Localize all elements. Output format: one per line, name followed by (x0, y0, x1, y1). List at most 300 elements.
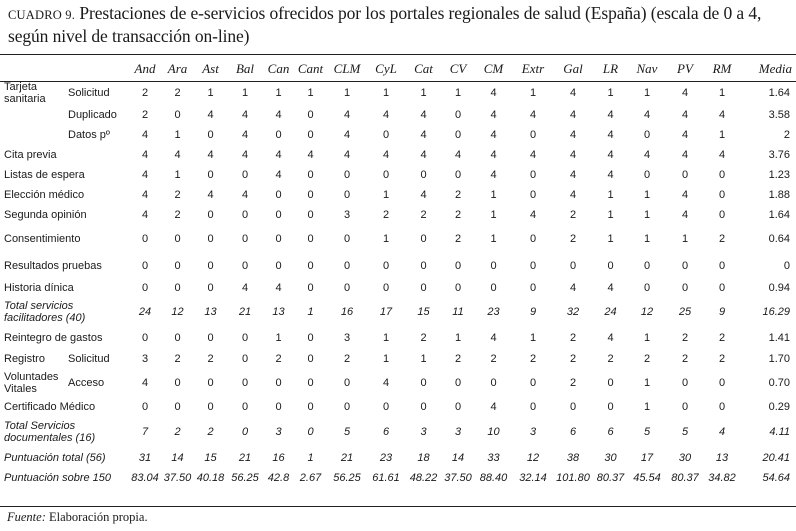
table-cell: 2 (569, 332, 577, 344)
row-label-text: Registro (4, 353, 45, 365)
table-cell: 1 (275, 87, 282, 99)
table-cell: 3 (454, 426, 462, 438)
row-sublabel: Solicitud (68, 87, 110, 99)
column-header: CyL (375, 61, 397, 76)
table-cell: 40.18 (196, 472, 225, 484)
table-cell: 0 (307, 353, 314, 365)
table-cell: 4 (607, 169, 614, 181)
table-cell: 7 (141, 426, 149, 438)
table-cell: 1 (490, 233, 497, 245)
row-label-text: Total servicios facilitadores (40) (4, 300, 86, 324)
table-cell: 1 (607, 87, 614, 99)
table-cell: 0 (718, 169, 726, 181)
table-cell: 2 (454, 189, 462, 201)
table-cell: 2 (681, 353, 689, 365)
row-label-text: Certificado Médico (4, 401, 96, 413)
table-cell: 3 (275, 426, 282, 438)
table-cell: 0 (241, 260, 249, 272)
table-cell: 0 (241, 332, 249, 344)
table-cell: 1 (382, 189, 390, 201)
table-cell: 1 (718, 87, 726, 99)
table-cell: 2.67 (299, 472, 322, 484)
table-cell: 4 (569, 129, 577, 141)
column-header: RM (712, 61, 732, 76)
table-cell: 12 (526, 452, 540, 464)
table-cell: 2 (174, 189, 181, 201)
table-cell: 4 (207, 109, 214, 121)
table-cell: 4 (343, 149, 351, 161)
table-cell: 4 (307, 149, 314, 161)
table-cell: 0 (307, 282, 314, 294)
table-cell: 2 (207, 353, 214, 365)
table-cell: 4 (275, 109, 282, 121)
table-cell: 30 (604, 452, 617, 464)
column-header: Nav (636, 61, 658, 76)
table-cell: 2 (454, 233, 462, 245)
table-cell: 4 (275, 282, 282, 294)
row-label (2, 417, 129, 447)
table-cell: 1 (420, 353, 427, 365)
row-label-text: Puntuación total (56) (4, 452, 106, 464)
table-cell: 1 (275, 332, 282, 344)
table-cell: 0 (307, 189, 314, 201)
table-cell: 1 (607, 233, 614, 245)
row-label (2, 105, 68, 125)
table-row (2, 225, 794, 253)
table-cell: 4 (382, 377, 390, 389)
table-cell: 0.64 (768, 233, 790, 245)
table-cell: 0 (569, 260, 577, 272)
table-cell: 4 (718, 109, 726, 121)
table-cell: 1.88 (768, 189, 790, 201)
table-cell: 24 (604, 306, 617, 318)
table-cell: 0 (681, 282, 689, 294)
table-cell: 0 (275, 189, 282, 201)
table-cell: 4 (569, 87, 577, 99)
table-cell: 6 (607, 426, 614, 438)
table-cell: 0 (307, 109, 314, 121)
table-cell: 0 (529, 233, 537, 245)
table-cell: 4 (569, 169, 577, 181)
table-cell: 2 (607, 353, 614, 365)
table-cell: 4 (607, 149, 614, 161)
column-header: CLM (333, 61, 361, 76)
table-cell: 0 (382, 260, 390, 272)
table-row (2, 349, 794, 369)
table-row (2, 397, 794, 417)
table-cell: 34.82 (708, 472, 736, 484)
table-cell: 4 (241, 129, 249, 141)
row-label (2, 185, 129, 205)
table-cell: 0 (643, 129, 651, 141)
table-cell: 4 (343, 129, 351, 141)
table-cell: 0 (343, 377, 351, 389)
table-row (2, 369, 794, 397)
table-cell: 3 (420, 426, 427, 438)
table-cell: 1 (307, 306, 314, 318)
row-label (2, 81, 68, 105)
table-cell: 0 (307, 169, 314, 181)
row-label-text: Puntuación sobre 150 (4, 472, 112, 484)
table-cell: 14 (451, 452, 465, 464)
table-cell: 61.61 (372, 472, 400, 484)
table-cell: 1 (490, 189, 497, 201)
row-label (2, 297, 129, 327)
table-cell: 23 (487, 306, 500, 318)
table-cell: 3 (343, 209, 351, 221)
table-cell: 1 (420, 87, 427, 99)
table-cell: 0 (141, 401, 149, 413)
table-cell: 1 (643, 332, 651, 344)
table-cell: 0 (307, 401, 314, 413)
table-cell: 0 (343, 260, 351, 272)
table-cell: 0 (718, 209, 726, 221)
table-cell: 0 (207, 377, 214, 389)
table-cell: 1 (643, 189, 651, 201)
table-cell: 2 (141, 87, 149, 99)
table-cell: 0 (681, 401, 689, 413)
row-label-text: Tarjeta sanitaria (4, 81, 46, 105)
table-cell: 1.23 (768, 169, 790, 181)
table-cell: 1 (607, 189, 614, 201)
table-cell: 25 (678, 306, 692, 318)
table-cell: 4 (241, 109, 249, 121)
table-cell: 0 (718, 282, 726, 294)
table-cell: 4 (529, 209, 537, 221)
table-cell: 1 (343, 87, 351, 99)
table-cell: 4 (643, 149, 651, 161)
table-cell: 2 (275, 353, 282, 365)
table-cell: 1.41 (768, 332, 790, 344)
table-cell: 2 (569, 377, 577, 389)
table-cell: 9 (529, 306, 537, 318)
table-cell: 4 (607, 129, 614, 141)
table-cell: 1.64 (768, 87, 790, 99)
table-cell: 1 (174, 129, 181, 141)
table-cell: 2 (490, 353, 497, 365)
table-cell: 12 (640, 306, 654, 318)
table-cell: 4 (241, 282, 249, 294)
table-cell: 0 (307, 332, 314, 344)
table-cell: 4 (681, 209, 689, 221)
table-cell: 0 (174, 377, 181, 389)
table-cell: 17 (379, 306, 393, 318)
table-cell: 0 (454, 129, 462, 141)
column-header: Cat (414, 61, 433, 76)
column-header: Gal (563, 61, 583, 76)
table-cell: 0 (174, 260, 181, 272)
table-cell: 3.58 (768, 109, 790, 121)
table-cell: 4 (382, 149, 390, 161)
table-cell: 2 (174, 353, 181, 365)
table-row (2, 327, 794, 349)
table-cell: 4 (718, 149, 726, 161)
table-cell: 83.04 (131, 472, 159, 484)
source-note (7, 510, 148, 525)
row-label (2, 165, 129, 185)
table-cell: 88.40 (479, 472, 508, 484)
table-cell: 4 (207, 189, 214, 201)
table-cell: 0 (382, 401, 390, 413)
table-cell: 4 (718, 426, 726, 438)
table-cell: 0 (207, 260, 214, 272)
table-cell: 16.29 (762, 306, 790, 318)
table-cell: 0 (718, 401, 726, 413)
table-cell: 21 (340, 452, 354, 464)
table-cell: 4 (141, 129, 149, 141)
table-cell: 1 (643, 87, 651, 99)
table-cell: 32.14 (519, 472, 547, 484)
table-cell: 0 (241, 209, 249, 221)
table-cell: 2 (382, 209, 390, 221)
table-cell: 101.80 (556, 472, 590, 484)
table-cell: 2 (174, 87, 181, 99)
table-cell: 6 (569, 426, 577, 438)
table-cell: 80.37 (671, 472, 699, 484)
table-cell: 0 (718, 260, 726, 272)
row-label (2, 253, 129, 279)
top-rule (0, 54, 796, 55)
table-cell: 4 (607, 332, 614, 344)
table-cell: 4 (141, 169, 149, 181)
table-cell: 4 (241, 149, 249, 161)
table-cell: 4 (490, 401, 497, 413)
table-cell: 13 (204, 306, 217, 318)
table-cell: 0 (420, 282, 427, 294)
table-cell: 1 (643, 233, 651, 245)
table-cell: 33 (487, 452, 500, 464)
table-cell: 80.37 (596, 472, 625, 484)
table-cell: 0.70 (768, 377, 790, 389)
row-label (2, 279, 129, 297)
table-cell: 0 (343, 233, 351, 245)
table-cell: 32 (566, 306, 580, 318)
table-cell: 0 (490, 377, 497, 389)
table-cell: 0 (241, 426, 249, 438)
table-cell: 0 (241, 353, 249, 365)
table-cell: 0 (275, 377, 282, 389)
table-cell: 4 (643, 109, 651, 121)
caption-text: Prestaciones de e-servicios ofrecidos por los portales regionales de salud (España) (escala de 0 a 4, según nivel de transacción on-line) (8, 3, 762, 46)
table-cell: 0 (643, 282, 651, 294)
table-cell: 2 (718, 332, 726, 344)
table-cell: 16 (272, 452, 285, 464)
table-cell: 1 (681, 233, 689, 245)
table-cell: 0 (569, 401, 577, 413)
table-cell: 0 (607, 401, 614, 413)
table-cell: 21 (238, 306, 252, 318)
table-cell: 0.94 (768, 282, 790, 294)
table-cell: 0 (207, 401, 214, 413)
table-cell: 0 (174, 401, 181, 413)
table-cell: 2 (718, 233, 726, 245)
row-sublabel: Solicitud (68, 353, 110, 365)
table-cell: 0 (275, 260, 282, 272)
column-header: And (134, 61, 156, 76)
table-cell: 13 (715, 452, 729, 464)
table-cell: 0 (343, 401, 351, 413)
row-label-text: Segunda opinión (4, 209, 87, 221)
table-cell: 4 (681, 189, 689, 201)
table-cell: 0 (275, 209, 282, 221)
table-cell: 4 (681, 109, 689, 121)
table-cell: 0 (454, 282, 462, 294)
row-label-text: Total Servicios documentales (16) (4, 420, 96, 444)
column-header: Ara (167, 61, 188, 76)
table-cell: 5 (643, 426, 651, 438)
bottom-rule (0, 506, 796, 507)
table-cell: 16 (340, 306, 354, 318)
table-cell: 1.64 (768, 209, 790, 221)
table-cell: 0 (174, 233, 181, 245)
table-cell: 0 (454, 377, 462, 389)
table-cell: 2 (681, 332, 689, 344)
table-cell: 4 (174, 149, 181, 161)
row-sublabel: Datos pº (68, 129, 110, 141)
table-cell: 2 (569, 233, 577, 245)
table-cell: 0 (529, 189, 537, 201)
table-cell: 11 (452, 306, 464, 318)
table-cell: 0 (454, 109, 462, 121)
table-cell: 54.64 (762, 472, 790, 484)
table-cell: 1 (718, 129, 726, 141)
table-cell: 23 (379, 452, 393, 464)
table-row (2, 105, 794, 125)
table-cell: 0 (529, 377, 537, 389)
table-cell: 4 (529, 149, 537, 161)
row-label (2, 397, 129, 417)
table-cell: 4 (569, 282, 577, 294)
table-cell: 0 (174, 109, 181, 121)
table-cell: 2 (174, 209, 181, 221)
table-row (2, 447, 794, 469)
table-cell: 4 (141, 377, 149, 389)
table-cell: 1 (307, 87, 314, 99)
table-cell: 1 (454, 87, 462, 99)
table-cell: 2 (420, 332, 427, 344)
table-cell: 0 (343, 282, 351, 294)
data-table (2, 57, 794, 487)
table-cell: 0 (607, 260, 614, 272)
table-cell: 4.11 (769, 426, 790, 438)
table-cell: 1 (529, 332, 537, 344)
table-cell: 0 (275, 129, 282, 141)
column-header: Extr (521, 61, 545, 76)
table-cell: 48.22 (409, 472, 438, 484)
table-cell: 2 (569, 353, 577, 365)
table-cell: 4 (420, 189, 427, 201)
table-cell: 0 (307, 377, 314, 389)
table-cell: 0 (174, 282, 181, 294)
column-header: Ast (202, 61, 219, 76)
table-row (2, 81, 794, 105)
table-cell: 4 (490, 129, 497, 141)
table-cell: 4 (681, 129, 689, 141)
table-cell: 4 (569, 189, 577, 201)
table-cell: 0 (529, 169, 537, 181)
table-cell: 2 (207, 426, 214, 438)
table-cell: 0 (241, 377, 249, 389)
table-cell: 31 (138, 452, 152, 464)
table-cell: 10 (487, 426, 500, 438)
row-sublabel: Acceso (68, 377, 105, 389)
table-row (2, 165, 794, 185)
table-cell: 0 (307, 129, 314, 141)
table-cell: 0 (454, 260, 462, 272)
column-header: PV (677, 61, 693, 76)
table-cell: 4 (607, 109, 614, 121)
table-cell: 0 (275, 401, 282, 413)
table-cell: 12 (171, 306, 184, 318)
table-row (2, 417, 794, 447)
row-sublabel: Duplicado (68, 109, 117, 121)
table-cell: 4 (141, 209, 149, 221)
table-cell: 1 (241, 87, 249, 99)
table-cell: 2 (569, 209, 577, 221)
table-cell: 0.29 (768, 401, 790, 413)
row-label (2, 145, 129, 165)
table-cell: 4 (681, 87, 689, 99)
table-cell: 0 (343, 169, 351, 181)
table-cell: 0 (307, 233, 314, 245)
table-cell: 2 (174, 426, 181, 438)
table-cell: 4 (490, 149, 497, 161)
table-row (2, 279, 794, 297)
table-cell: 1 (490, 209, 497, 221)
table-cell: 0 (420, 233, 427, 245)
header-stub (2, 57, 129, 81)
row-label (2, 225, 129, 253)
table-cell: 1 (643, 377, 651, 389)
row-label (2, 447, 129, 469)
table-cell: 38 (566, 452, 580, 464)
table-cell: 0 (681, 260, 689, 272)
row-label-text: Voluntades Vitales (4, 371, 59, 395)
table-cell: 0 (643, 169, 651, 181)
table-cell: 0 (420, 401, 427, 413)
column-header: CM (483, 61, 504, 76)
table-cell: 4 (529, 109, 537, 121)
table-cell: 2 (420, 209, 427, 221)
table-cell: 30 (678, 452, 692, 464)
header-row (2, 57, 794, 81)
table-cell: 13 (272, 306, 285, 318)
table-cell: 2 (454, 209, 462, 221)
table-cell: 5 (681, 426, 689, 438)
table-cell: 2 (783, 129, 790, 141)
table-cell: 1 (382, 332, 390, 344)
table-cell: 0 (490, 260, 497, 272)
row-label-text: Historia dínica (4, 282, 74, 294)
table-cell: 1 (643, 401, 651, 413)
column-header: Cant (297, 61, 324, 76)
table-cell: 5 (343, 426, 351, 438)
row-label-text: Consentimiento (4, 233, 81, 245)
table-cell: 0 (174, 332, 181, 344)
table-cell: 4 (454, 149, 462, 161)
table-cell: 0 (141, 282, 149, 294)
table-cell: 2 (643, 353, 651, 365)
row-label (2, 349, 68, 369)
table-cell: 4 (420, 109, 427, 121)
table-cell: 4 (141, 189, 149, 201)
table-cell: 0 (141, 332, 149, 344)
column-header: Can (267, 61, 290, 76)
table-cell: 0 (207, 233, 214, 245)
table-cell: 0 (718, 189, 726, 201)
row-label (2, 369, 68, 397)
row-label-text: Resultados pruebas (4, 260, 102, 272)
